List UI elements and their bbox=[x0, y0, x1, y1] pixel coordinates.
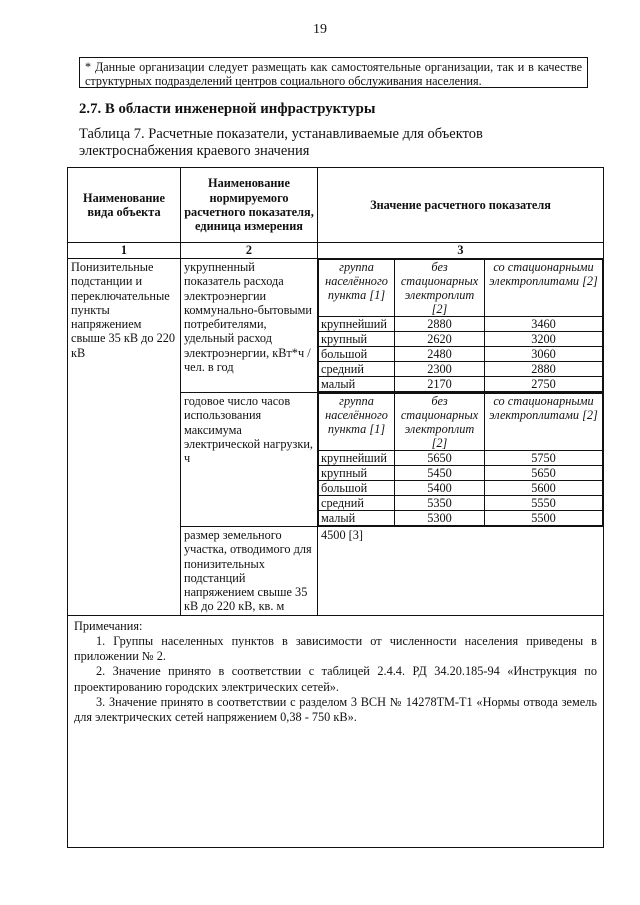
group-label: средний bbox=[319, 496, 395, 511]
table-row bbox=[319, 332, 603, 347]
table-row bbox=[68, 259, 604, 393]
column-numbers-row bbox=[68, 243, 604, 259]
value-with: 2880 bbox=[485, 362, 603, 377]
table-row bbox=[319, 377, 603, 392]
footnote-box: * Данные организации следует размещать как самостоятельные организации, так и в качестве структурных подразделений центров социального обслуживания населения. bbox=[79, 57, 588, 88]
value-without: 5300 bbox=[395, 511, 485, 526]
notes-row bbox=[68, 615, 604, 847]
subheader-group: группа населённого пункта [1] bbox=[319, 260, 395, 317]
subheader-with-stoves: со стационарными электроплитами [2] bbox=[485, 394, 603, 451]
column-number-1: 1 bbox=[68, 243, 181, 259]
group-label: малый bbox=[319, 377, 395, 392]
value-without: 2620 bbox=[395, 332, 485, 347]
value-with: 3200 bbox=[485, 332, 603, 347]
value-without: 2300 bbox=[395, 362, 485, 377]
notes-title: Примечания: bbox=[74, 618, 143, 633]
value-with: 5750 bbox=[485, 451, 603, 466]
group-label: крупный bbox=[319, 332, 395, 347]
table-row bbox=[319, 466, 603, 481]
value-land-area: 4500 [3] bbox=[318, 527, 604, 616]
subheader-with-stoves: со стационарными электроплитами [2] bbox=[485, 260, 603, 317]
group-label: малый bbox=[319, 511, 395, 526]
table-row bbox=[319, 362, 603, 377]
column-number-2: 2 bbox=[181, 243, 318, 259]
header-indicator: Наименование нормируемого расчетного показателя, единица измерения bbox=[181, 168, 318, 243]
value-with: 5600 bbox=[485, 481, 603, 496]
value-without: 5400 bbox=[395, 481, 485, 496]
group-label: средний bbox=[319, 362, 395, 377]
indicators-table bbox=[67, 167, 604, 848]
value-without: 5450 bbox=[395, 466, 485, 481]
column-number-3: 3 bbox=[318, 243, 604, 259]
group-label: крупный bbox=[319, 466, 395, 481]
note-item: 3. Значение принято в соответствии с разделом 3 ВСН № 14278ТМ-Т1 «Нормы отвода земель для электрических сетей напряжением 0,38 - 750 кВ». bbox=[74, 694, 597, 724]
group-label: крупнейший bbox=[319, 317, 395, 332]
group-label: большой bbox=[319, 347, 395, 362]
subheader-without-stoves: без стационарных электроплит [2] bbox=[395, 260, 485, 317]
table-row bbox=[319, 496, 603, 511]
value-with: 3060 bbox=[485, 347, 603, 362]
group-label: крупнейший bbox=[319, 451, 395, 466]
table-row bbox=[319, 511, 603, 526]
table-row bbox=[319, 451, 603, 466]
table-row bbox=[319, 317, 603, 332]
note-item: 2. Значение принято в соответствии с таблицей 2.4.4. РД 34.20.185-94 «Инструкция по проектированию городских электрических сетей». bbox=[74, 664, 597, 694]
values-load-hours bbox=[318, 393, 604, 527]
subheader-group: группа населённого пункта [1] bbox=[319, 394, 395, 451]
indicator-consumption: укрупненный показатель расхода электроэнергии коммунально-бытовыми потребителями, удельный расход электроэнергии, кВт*ч /чел. в год bbox=[181, 259, 318, 393]
value-without: 2170 bbox=[395, 377, 485, 392]
subheader-without-stoves: без стационарных электроплит [2] bbox=[395, 394, 485, 451]
section-heading: 2.7. В области инженерной инфраструктуры bbox=[79, 101, 376, 117]
notes bbox=[68, 615, 604, 847]
object-name: Понизительные подстанции и переключательные пункты напряжением свыше 35 кВ до 220 кВ bbox=[68, 259, 181, 616]
indicator-land-area: размер земельного участка, отводимого для понизительных подстанций напряжением свыше 35 кВ до 220 кВ, кв. м bbox=[181, 527, 318, 616]
value-with: 5550 bbox=[485, 496, 603, 511]
group-label: большой bbox=[319, 481, 395, 496]
table-header-row bbox=[68, 168, 604, 243]
value-with: 5650 bbox=[485, 466, 603, 481]
value-without: 2480 bbox=[395, 347, 485, 362]
value-without: 2880 bbox=[395, 317, 485, 332]
header-object-type: Наименование вида объекта bbox=[68, 168, 181, 243]
subtable-load-hours bbox=[318, 393, 603, 526]
value-with: 3460 bbox=[485, 317, 603, 332]
page-number: 19 bbox=[313, 22, 327, 37]
subtable-header bbox=[319, 260, 603, 317]
value-without: 5350 bbox=[395, 496, 485, 511]
note-item: 1. Группы населенных пунктов в зависимости от численности населения приведены в приложении № 2. bbox=[74, 633, 597, 664]
table-row bbox=[319, 481, 603, 496]
value-with: 5500 bbox=[485, 511, 603, 526]
indicator-load-hours: годовое число часов использования максимума электрической нагрузки, ч bbox=[181, 393, 318, 527]
subtable-consumption bbox=[318, 259, 603, 392]
value-with: 2750 bbox=[485, 377, 603, 392]
subtable-header bbox=[319, 394, 603, 451]
table-row bbox=[319, 347, 603, 362]
values-consumption bbox=[318, 259, 604, 393]
table-caption: Таблица 7. Расчетные показатели, устанавливаемые для объектов электроснабжения краевого значения bbox=[79, 126, 483, 159]
value-without: 5650 bbox=[395, 451, 485, 466]
header-value: Значение расчетного показателя bbox=[318, 168, 604, 243]
